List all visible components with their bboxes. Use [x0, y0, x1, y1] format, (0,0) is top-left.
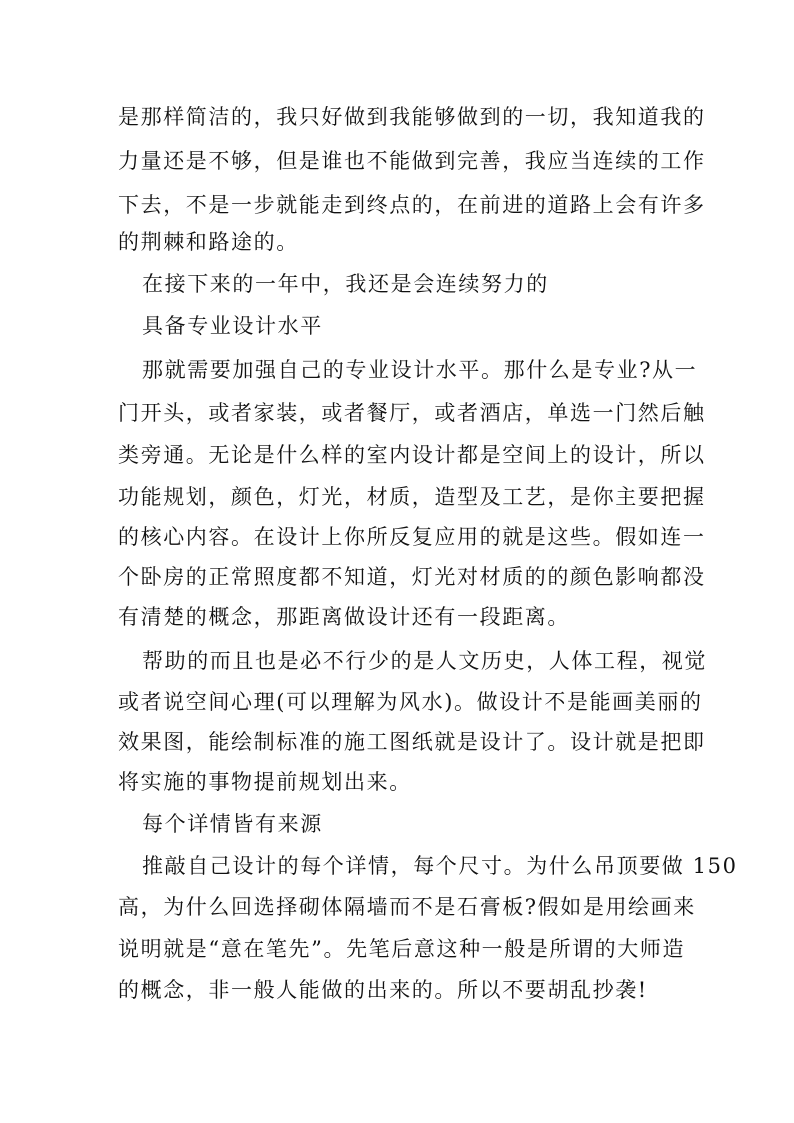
- text-line: 的核心内容。在设计上你所反复应用的就是这些。假如连一: [118, 525, 706, 549]
- text-line: 功能规划，颜色，灯光，材质，造型及工艺，是你主要把握: [118, 485, 706, 509]
- text-line: 推敲自己设计的每个详情，每个尺寸。为什么吊顶要做 150: [142, 854, 738, 878]
- text-line: 类旁通。无论是什么样的室内设计都是空间上的设计，所以: [118, 443, 706, 467]
- text-line: 说明就是“意在笔先”。先笔后意这种一般是所谓的大师造: [118, 937, 686, 961]
- text-line: 的概念，非一般人能做的出来的。所以不要胡乱抄袭!: [118, 978, 648, 1002]
- text-line: 高，为什么回选择砌体隔墙而不是石膏板?假如是用绘画来: [118, 895, 696, 919]
- text-line: 或者说空间心理(可以理解为风水)。做设计不是能画美丽的: [118, 690, 703, 714]
- text-line: 下去，不是一步就能走到终点的，在前进的道路上会有许多: [118, 193, 706, 217]
- text-line: 力量还是不够，但是谁也不能做到完善，我应当连续的工作: [118, 149, 706, 173]
- text-line: 帮助的而且也是必不行少的是人文历史，人体工程，视觉: [142, 649, 707, 673]
- text-line: 的荆棘和路途的。: [118, 230, 299, 254]
- text-line: 是那样简洁的，我只好做到我能够做到的一切，我知道我的: [118, 105, 706, 129]
- text-line: 个卧房的正常照度都不知道，灯光对材质的的颜色影响都没: [118, 565, 706, 589]
- text-line: 将实施的事物提前规划出来。: [118, 770, 412, 794]
- text-line: 效果图，能绘制标准的施工图纸就是设计了。设计就是把即: [118, 730, 706, 754]
- section-heading: 具备专业设计水平: [142, 314, 323, 338]
- text-line: 那就需要加强自己的专业设计水平。那什么是专业?从一: [142, 358, 698, 382]
- text-line: 门开头，或者家装，或者餐厅，或者酒店，单选一门然后触: [118, 401, 706, 425]
- text-line: 有清楚的概念，那距离做设计还有一段距离。: [118, 605, 570, 629]
- text-line: 在接下来的一年中，我还是会连续努力的: [142, 272, 549, 296]
- section-heading: 每个详情皆有来源: [142, 812, 323, 836]
